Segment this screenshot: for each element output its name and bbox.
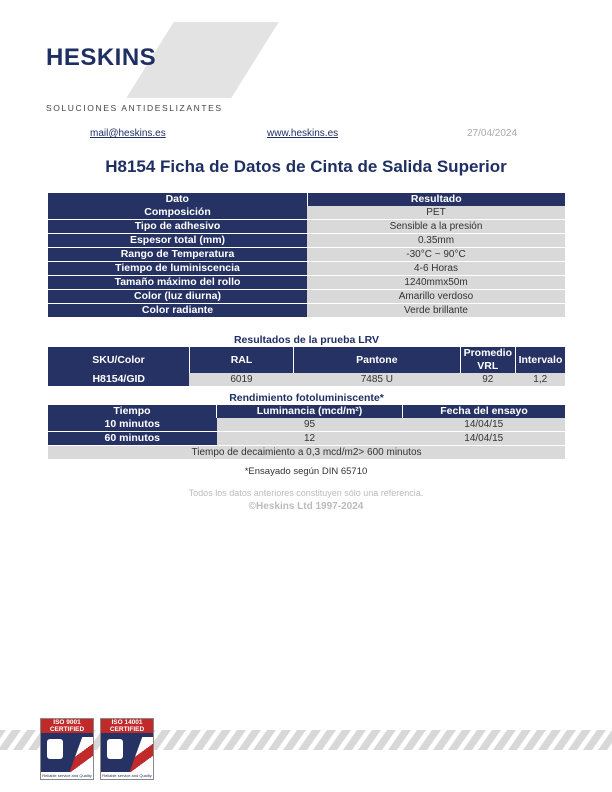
iso-9001-badge [40,718,94,780]
badge-label: ISO 9001 CERTIFIED [41,719,93,733]
table-header-row [48,193,565,206]
table-row [48,234,565,248]
table-row [48,446,565,460]
table-row [48,248,565,262]
column-header: Intervalo [515,347,565,373]
luminance-cell: 95 [217,418,403,432]
row-value: -30°C ~ 90°C [307,248,565,262]
lrv-average-cell: 92 [460,373,515,387]
brand-tagline: SOLUCIONES ANTIDESLIZANTES [46,103,223,113]
spec-table [48,193,565,318]
row-label: Espesor total (mm) [48,234,307,248]
column-header: Luminancia (mcd/m²) [217,405,403,418]
badge-footer: Reliable service and Quality [42,773,92,778]
row-label: Tipo de adhesivo [48,220,307,234]
disclaimer: Todos los datos anteriores constituyen sólo una referencia. [188,488,424,498]
flag-icon [128,737,154,777]
time-cell: 60 minutos [48,432,217,446]
photolum-table [48,405,565,460]
row-label: Composición [48,206,307,220]
row-label: Tamaño máximo del rollo [48,276,307,290]
table-row [48,276,565,290]
lrv-section-title: Resultados de la prueba LRV [233,334,380,346]
crown-icon [107,739,123,759]
table-row [48,206,565,220]
column-header: Tiempo [48,405,217,418]
ral-cell: 6019 [189,373,293,387]
row-label: Rango de Temperatura [48,248,307,262]
table-row [48,262,565,276]
row-label: Color (luz diurna) [48,290,307,304]
pantone-cell: 7485 U [294,373,461,387]
row-value: Amarillo verdoso [307,290,565,304]
row-label: Tiempo de luminiscencia [48,262,307,276]
table-row [48,290,565,304]
page-title: H8154 Ficha de Datos de Cinta de Salida Superior [105,157,507,176]
column-header: Fecha del ensayo [403,405,566,418]
table-row [48,304,565,318]
table-header-row [48,405,565,418]
flag-icon [68,737,94,777]
column-header: SKU/Color [48,347,189,373]
row-value: 0.35mm [307,234,565,248]
row-label: Color radiante [48,304,307,318]
lrv-table [48,347,565,387]
column-header: Promedio VRL [460,347,515,373]
table-row [48,220,565,234]
email-link[interactable]: mail@heskins.es [90,128,166,139]
table-row [48,418,565,432]
row-value: PET [307,206,565,220]
luminance-cell: 12 [217,432,403,446]
copyright: ©Heskins Ltd 1997-2024 [248,501,364,512]
website-link[interactable]: www.heskins.es [267,128,339,139]
badge-footer: Reliable service and Quality [102,773,152,778]
row-value: 1240mmx50m [307,276,565,290]
badge-label: ISO 14001 CERTIFIED [101,719,153,733]
sku-cell: H8154/GID [48,373,189,387]
brand-name: HESKINS [46,44,157,71]
row-value: 4-6 Horas [307,262,565,276]
column-header: RAL [189,347,293,373]
photolum-section-title: Rendimiento fotoluminiscente* [229,392,384,404]
decay-time-cell: Tiempo de decaimiento a 0,3 mcd/m2> 600 minutos [48,446,565,460]
iso-14001-badge [100,718,154,780]
document-date: 27/04/2024 [467,128,518,139]
time-cell: 10 minutos [48,418,217,432]
column-header: Pantone [294,347,461,373]
test-standard-note: *Ensayado según DIN 65710 [244,466,368,477]
interval-cell: 1,2 [515,373,565,387]
table-row [48,432,565,446]
row-value: Sensible a la presión [307,220,565,234]
row-value: Verde brillante [307,304,565,318]
crown-icon [47,739,63,759]
test-date-cell: 14/04/15 [403,418,566,432]
column-header: Dato [48,193,307,206]
table-header-row [48,347,565,373]
test-date-cell: 14/04/15 [403,432,566,446]
table-row [48,373,565,387]
column-header: Resultado [307,193,565,206]
